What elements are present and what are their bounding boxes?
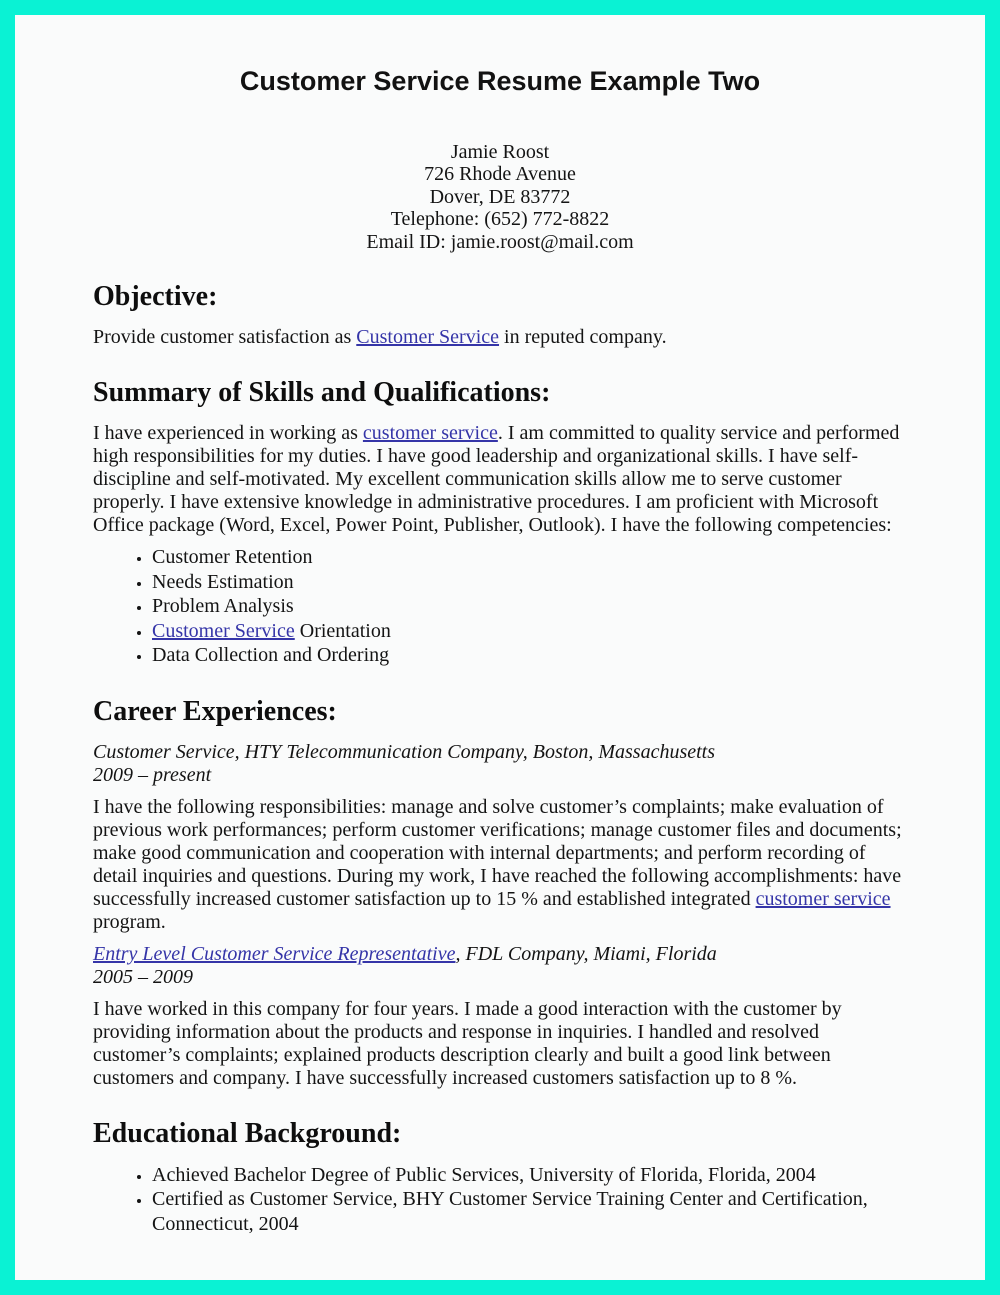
contact-address-line1: 726 Rhode Avenue: [424, 163, 576, 186]
competencies-list: [93, 545, 907, 668]
competency-text: Orientation: [294, 619, 391, 642]
job1-customer-service-link[interactable]: customer service: [755, 888, 891, 910]
list-item: • Achieved Bachelor Degree of Public Services, University of Florida, Florida, 2004: [152, 1163, 907, 1187]
objective-text-after: in reputed company.: [499, 326, 667, 349]
contact-block: [93, 141, 907, 253]
objective-customer-service-link[interactable]: Customer Service: [356, 326, 500, 349]
summary-text-before: I have experienced in working as: [93, 422, 363, 445]
job2-title-rest: , FDL Company, Miami, Florida: [455, 943, 717, 965]
contact-name: Jamie Roost: [450, 141, 550, 163]
page-title: Customer Service Resume Example Two: [239, 66, 761, 96]
contact-telephone: Telephone: (652) 772-8822: [390, 208, 610, 231]
job2-dates: 2005 – 2009: [93, 966, 193, 988]
education-list: [93, 1163, 907, 1236]
list-item: • Customer Retention: [152, 545, 907, 570]
job1-desc-after: program.: [93, 911, 166, 933]
summary-text: [93, 422, 907, 537]
list-item: • Data Collection and Ordering: [152, 643, 907, 668]
list-item: • Needs Estimation: [152, 570, 907, 595]
job1-description: [93, 796, 907, 934]
list-item: [152, 619, 907, 644]
job2-title-link[interactable]: Entry Level Customer Service Representative: [93, 943, 456, 965]
summary-customer-service-link[interactable]: customer service: [362, 422, 498, 445]
job2-title-line: [93, 943, 907, 966]
job1-title-line: Customer Service, HTY Telecommunication Company, Boston, Massachusetts: [93, 741, 716, 763]
objective-text-before: Provide customer satisfaction as: [93, 326, 357, 349]
contact-email: Email ID: jamie.roost@mail.com: [366, 230, 634, 253]
objective-heading: Objective:: [93, 281, 218, 313]
summary-text-after: . I am committed to quality service and performed high responsibilities for my duties. I have good leadership and organizational skills. I have self-discipline and self-motivated. My excellent communication skills allow me to serve customer properly. I have extensive knowledge in administrative procedures. I am proficient with Microsoft Office package (Word, Excel, Power Point, Publisher, Outlook). I have the following competencies:: [93, 422, 900, 537]
list-item: • Certified as Customer Service, BHY Customer Service Training Center and Certification, Connecticut, 2004: [152, 1187, 907, 1236]
list-item: • Problem Analysis: [152, 594, 907, 619]
objective-text: [93, 326, 907, 349]
job1-desc-before: I have the following responsibilities: manage and solve customer’s complaints; make evaluation of previous work performances; perform customer verifications; manage customer files and documents; make good communication and cooperation with internal departments; and perform recording of detail inquiries and questions. During my work, I have reached the following accomplishments: have successfully increased customer satisfaction up to 15 % and established integrated: [93, 796, 902, 910]
competency-customer-service-link[interactable]: Customer Service: [152, 619, 295, 642]
contact-address-line2: Dover, DE 83772: [429, 185, 571, 208]
career-heading: Career Experiences:: [93, 696, 337, 727]
summary-heading: Summary of Skills and Qualifications:: [93, 377, 551, 409]
education-heading: Educational Background:: [93, 1118, 402, 1149]
job2-description: I have worked in this company for four years. I made a good interaction with the customer by providing information about the products and response in inquiries. I handled and resolved customer’s complaints; explained products description clearly and built a good link between customers and company. I have successfully increased customers satisfaction up to 8 %.: [93, 998, 842, 1089]
job1-dates: 2009 – present: [93, 764, 212, 786]
